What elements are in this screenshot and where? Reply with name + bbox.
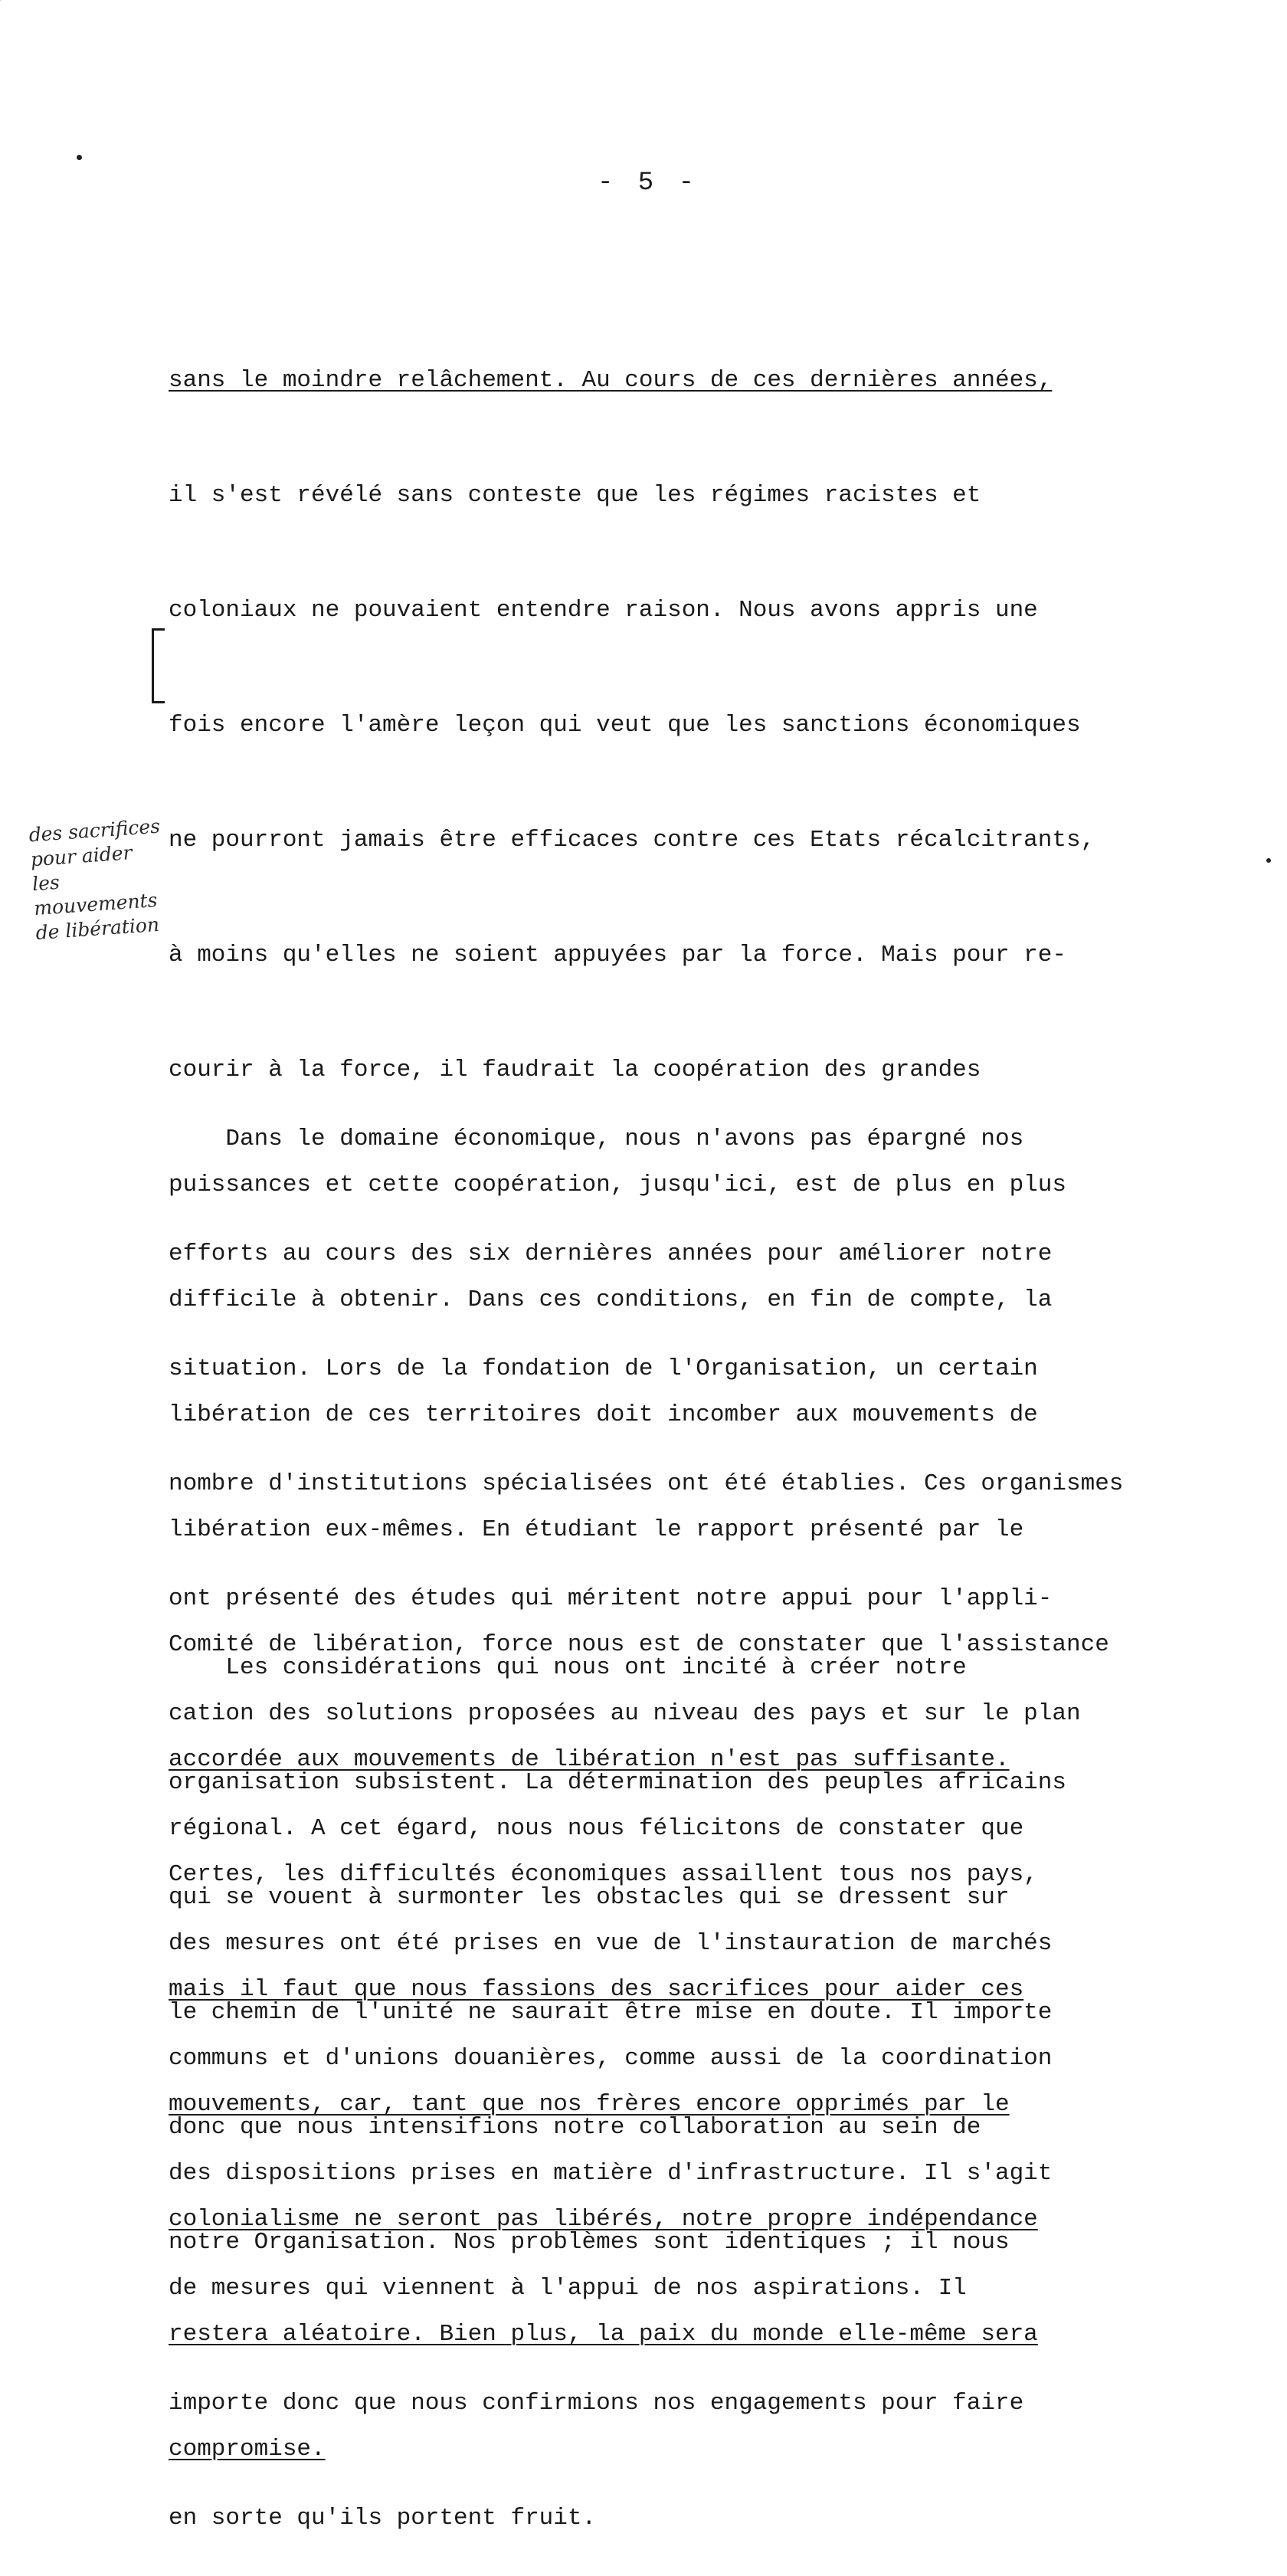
text-line: qui se vouent à surmonter les obstacles qui se dressent sur [169, 1884, 1010, 1911]
text-line: organisation subsistent. La détermination des peuples africains [169, 1769, 1066, 1796]
page-number: - 5 - [598, 169, 699, 198]
text-line: communs et d'unions douanières, comme aussi de la coordination [169, 2045, 1053, 2072]
text-line: ne pourront jamais être efficaces contre ces Etats récalcitrants, [169, 827, 1095, 854]
text-line: régional. A cet égard, nous nous félicitons de constater que [169, 1815, 1024, 1842]
text-line: compromise. [169, 2436, 326, 2463]
margin-annotation [28, 814, 175, 946]
text-line: courir à la force, il faudrait la coopération des grandes [169, 1057, 981, 1083]
text-line: Dans le domaine économique, nous n'avons pas épargné nos [169, 1126, 1024, 1152]
text-line: nombre d'institutions spécialisées ont été établies. Ces organismes [169, 1470, 1124, 1497]
text-line: donc que nous intensifions notre collaboration au sein de [169, 2114, 981, 2141]
text-line: sans le moindre relâchement. Au cours de ces dernières années, [169, 367, 1053, 394]
scan-speck [77, 155, 82, 160]
text-line: il s'est révélé sans conteste que les régimes racistes et [169, 482, 981, 509]
scan-speck [1266, 858, 1271, 863]
text-line: à moins qu'elles ne soient appuyées par la force. Mais pour re- [169, 942, 1066, 968]
annotation-line: pour aider [29, 841, 133, 871]
scan-corner-mark [0, 0, 33, 32]
text-line: cation des solutions proposées au niveau des pays et sur le plan [169, 1700, 1081, 1727]
text-line: mouvements, car, tant que nos frères encore opprimés par le [169, 2091, 1010, 2118]
text-line: Comité de libération, force nous est de constater que l'assistance [169, 1631, 1109, 1658]
text-line: le chemin de l'unité ne saurait être mise en doute. Il importe [169, 1999, 1053, 2026]
text-line: des mesures ont été prises en vue de l'instauration de marchés [169, 1930, 1053, 1957]
text-line: en sorte qu'ils portent fruit. [169, 2505, 597, 2532]
text-line: libération de ces territoires doit incomber aux mouvements de [169, 1401, 1038, 1428]
paragraph-3 [169, 1572, 1066, 2300]
text-line: situation. Lors de la fondation de l'Organisation, un certain [169, 1355, 1038, 1382]
text-line: Les considérations qui nous ont incité à créer notre [169, 1654, 967, 1681]
text-line: difficile à obtenir. Dans ces conditions, en fin de compte, la [169, 1286, 1053, 1313]
text-line: restera aléatoire. Bien plus, la paix du monde elle-même sera [169, 2321, 1038, 2348]
text-line: notre Organisation. Nos problèmes sont identiques ; il nous [169, 2229, 1010, 2256]
text-line: des dispositions prises en matière d'infrastructure. Il s'agit [169, 2160, 1053, 2187]
text-line: accordée aux mouvements de libération n'est pas suffisante. [169, 1746, 1010, 1773]
text-line: puissances et cette coopération, jusqu'ici, est de plus en plus [169, 1172, 1066, 1198]
text-line: colonialisme ne seront pas libérés, notre propre indépendance [169, 2206, 1038, 2233]
annotation-line: de libération [34, 913, 160, 945]
annotation-line: les mouvements [31, 870, 159, 920]
text-line: mais il faut que nous fassions des sacrifices pour aider ces [169, 1976, 1024, 2003]
annotation-line: des sacrifices [28, 814, 161, 847]
text-line: importe donc que nous confirmions nos engagements pour faire [169, 2390, 1024, 2417]
text-line: fois encore l'amère leçon qui veut que les sanctions économiques [169, 712, 1081, 739]
text-line: de mesures qui viennent à l'appui de nos aspirations. Il [169, 2275, 967, 2302]
text-line: coloniaux ne pouvaient entendre raison. Nous avons appris une [169, 597, 1038, 624]
margin-bracket [152, 628, 165, 703]
text-line: libération eux-mêmes. En étudiant le rapport présenté par le [169, 1516, 1024, 1543]
text-line: Certes, les difficultés économiques assaillent tous nos pays, [169, 1861, 1038, 1888]
text-line: efforts au cours des six dernières années pour améliorer notre [169, 1240, 1053, 1267]
text-line: ont présenté des études qui méritent notre appui pour l'appli- [169, 1585, 1053, 1612]
